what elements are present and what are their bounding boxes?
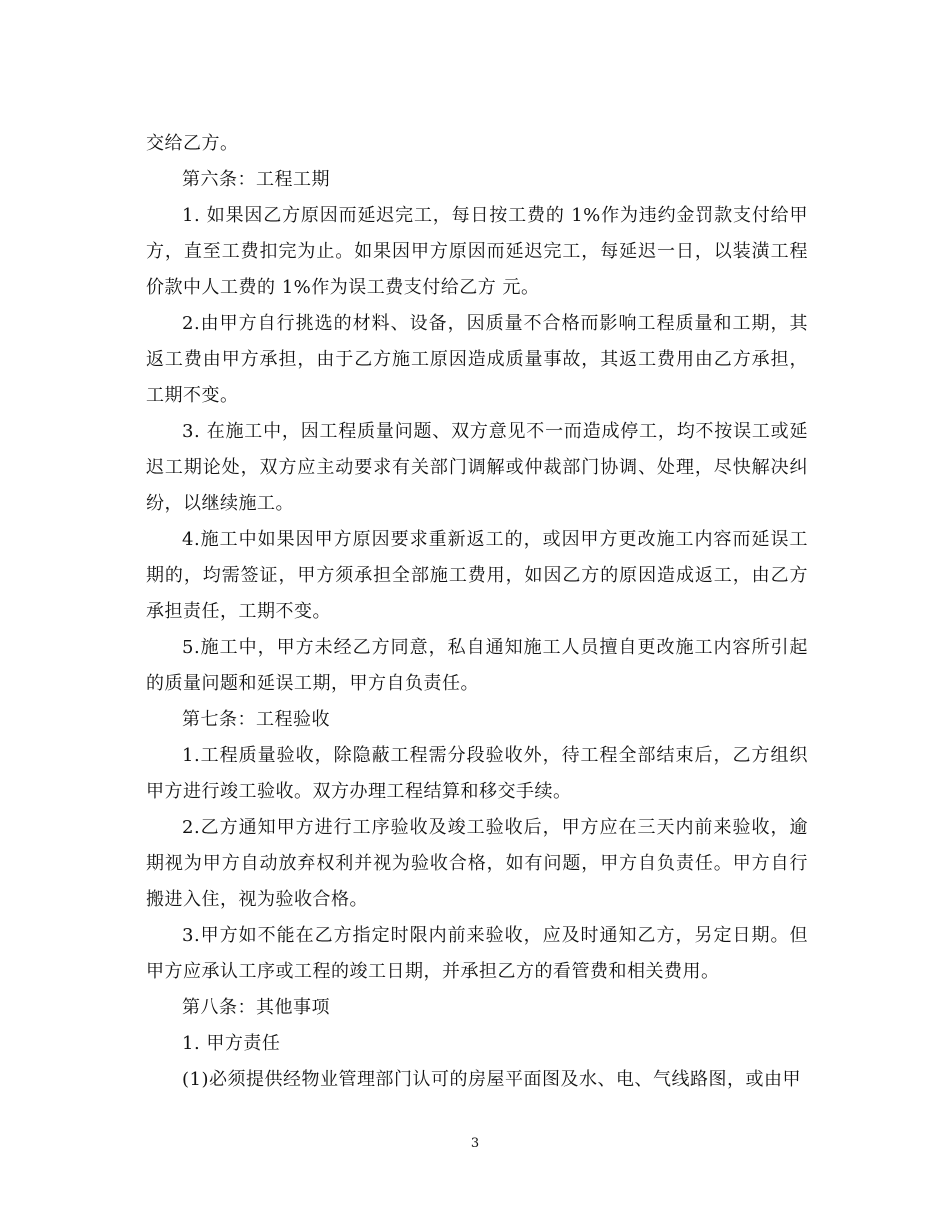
document-body [146, 126, 808, 1098]
paragraph: 3.甲方如不能在乙方指定时限内前来验收，应及时通知乙方，另定日期。但甲方应承认工序或工程的竣工日期，并承担乙方的看管费和相关费用。 [146, 925, 808, 982]
paragraph: 1.工程质量验收，除隐蔽工程需分段验收外，待工程全部结束后，乙方组织甲方进行竣工验收。双方办理工程结算和移交手续。 [146, 745, 808, 802]
paragraph: 1. 如果因乙方原因而延迟完工，每日按工费的 1%作为违约金罚款支付给甲方，直至工费扣完为止。如果因甲方原因而延迟完工，每延迟一日，以装潢工程价款中人工费的 1%作为误工费支付给乙方 元。 [146, 205, 808, 298]
section-heading: 第八条：其他事项 [182, 997, 330, 1018]
section-heading: 第六条：工程工期 [182, 169, 330, 190]
paragraph: 5.施工中，甲方未经乙方同意，私自通知施工人员擅自更改施工内容所引起的质量问题和延误工期，甲方自负责任。 [146, 637, 808, 694]
paragraph: 2.由甲方自行挑选的材料、设备，因质量不合格而影响工程质量和工期，其返工费由甲方承担，由于乙方施工原因造成质量事故，其返工费用由乙方承担，工期不变。 [146, 313, 808, 406]
paragraph: 3. 在施工中，因工程质量问题、双方意见不一而造成停工，均不按误工或延迟工期论处，双方应主动要求有关部门调解或仲裁部门协调、处理，尽快解决纠纷，以继续施工。 [146, 421, 808, 514]
paragraph: 2.乙方通知甲方进行工序验收及竣工验收后，甲方应在三天内前来验收，逾期视为甲方自动放弃权利并视为验收合格，如有问题，甲方自负责任。甲方自行搬进入住，视为验收合格。 [146, 817, 808, 910]
section-heading: 第七条：工程验收 [182, 709, 330, 730]
paragraph: (1)必须提供经物业管理部门认可的房屋平面图及水、电、气线路图，或由甲 [182, 1069, 801, 1090]
paragraph: 交给乙方。 [146, 133, 239, 154]
paragraph: 1. 甲方责任 [182, 1033, 281, 1054]
paragraph: 4.施工中如果因甲方原因要求重新返工的，或因甲方更改施工内容而延误工期的，均需签证，甲方须承担全部施工费用，如因乙方的原因造成返工，由乙方承担责任，工期不变。 [146, 529, 808, 622]
page-number: 3 [470, 1136, 480, 1151]
